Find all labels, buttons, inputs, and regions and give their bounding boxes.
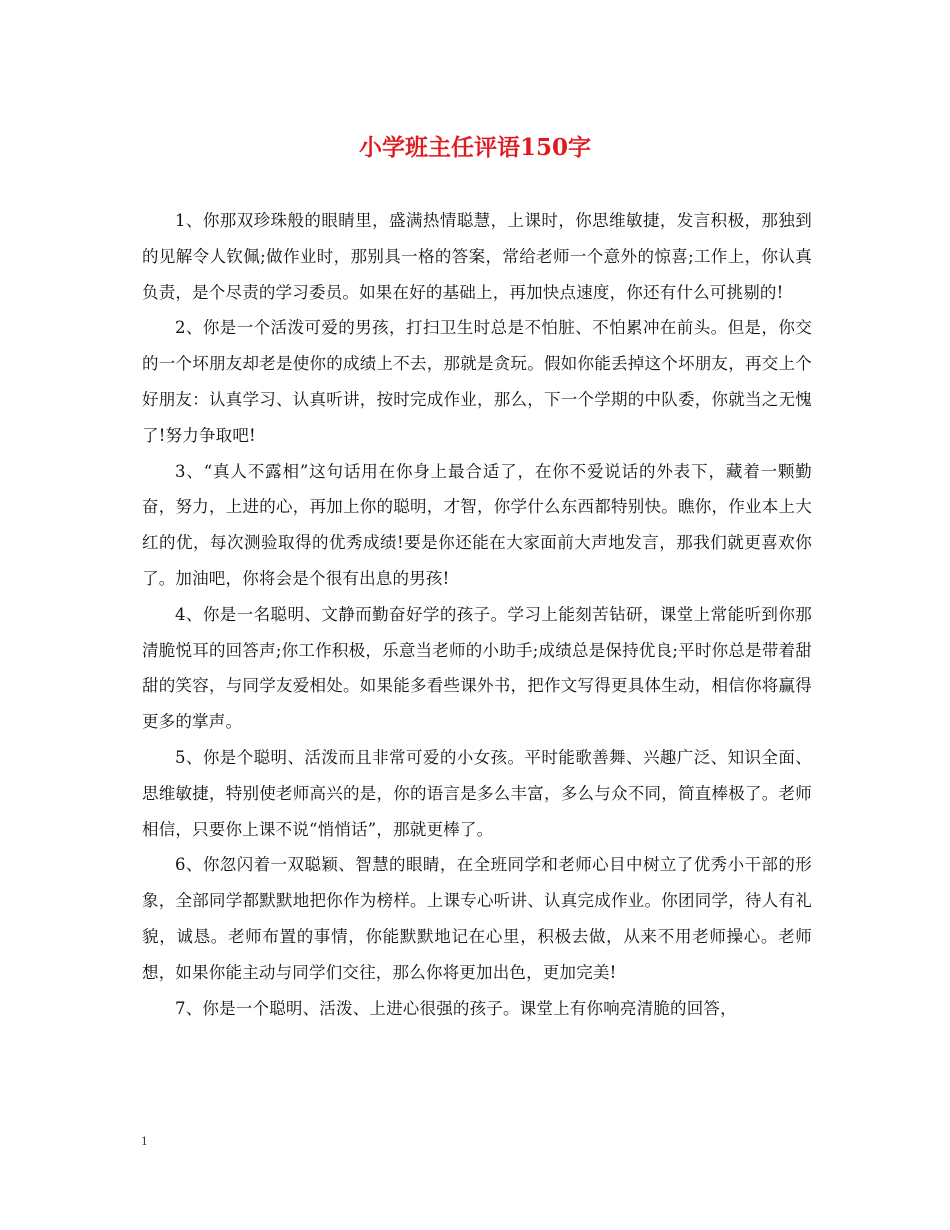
document-body [142, 203, 812, 1026]
paragraph-6: 6、你忽闪着一双聪颖、智慧的眼睛，在全班同学和老师心目中树立了优秀小干部的形象，全部同学都默默地把你作为榜样。上课专心听讲、认真完成作业。你团同学，待人有礼貌，诚恳。老师布置的事情，你能默默地记在心里，积极去做，从来不用老师操心。老师想，如果你能主动与同学们交往，那么你将更加出色，更加完美! [142, 855, 812, 982]
paragraph-2: 2、你是一个活泼可爱的男孩，打扫卫生时总是不怕脏、不怕累冲在前头。但是，你交的一个坏朋友却老是使你的成绩上不去，那就是贪玩。假如你能丢掉这个坏朋友，再交上个好朋友：认真学习、认真听讲，按时完成作业，那么，下一个学期的中队委，你就当之无愧了!努力争取吧! [142, 318, 812, 445]
paragraph-5: 5、你是个聪明、活泼而且非常可爱的小女孩。平时能歌善舞、兴趣广泛、知识全面、思维敏捷，特别使老师高兴的是，你的语言是多么丰富，多么与众不同，简直棒极了。老师相信，只要你上课不说“悄悄话”，那就更棒了。 [142, 747, 812, 839]
page-number: 1 [141, 1133, 148, 1148]
paragraph-3: 3、“真人不露相”这句话用在你身上最合适了，在你不爱说话的外表下，藏着一颗勤奋，努力，上进的心，再加上你的聪明，才智，你学什么东西都特别快。瞧你，作业本上大红的优，每次测验取得的优秀成绩!要是你还能在大家面前大声地发言，那我们就更喜欢你了。加油吧，你将会是个很有出息的男孩! [142, 461, 812, 588]
paragraph-4: 4、你是一名聪明、文静而勤奋好学的孩子。学习上能刻苦钻研，课堂上常能听到你那清脆悦耳的回答声;你工作积极，乐意当老师的小助手;成绩总是保持优良;平时你总是带着甜甜的笑容，与同学友爱相处。如果能多看些课外书，把作文写得更具体生动，相信你将赢得更多的掌声。 [142, 604, 812, 732]
page-title: 小学班主任评语150字 [358, 134, 591, 161]
paragraph-1: 1、你那双珍珠般的眼睛里，盛满热情聪慧，上课时，你思维敏捷，发言积极，那独到的见解令人钦佩;做作业时，那别具一格的答案，常给老师一个意外的惊喜;工作上，你认真负责，是个尽责的学习委员。如果在好的基础上，再加快点速度，你还有什么可挑剔的! [142, 211, 812, 302]
paragraph-7: 7、你是一个聪明、活泼、上进心很强的孩子。课堂上有你响亮清脆的回答， [175, 998, 737, 1018]
